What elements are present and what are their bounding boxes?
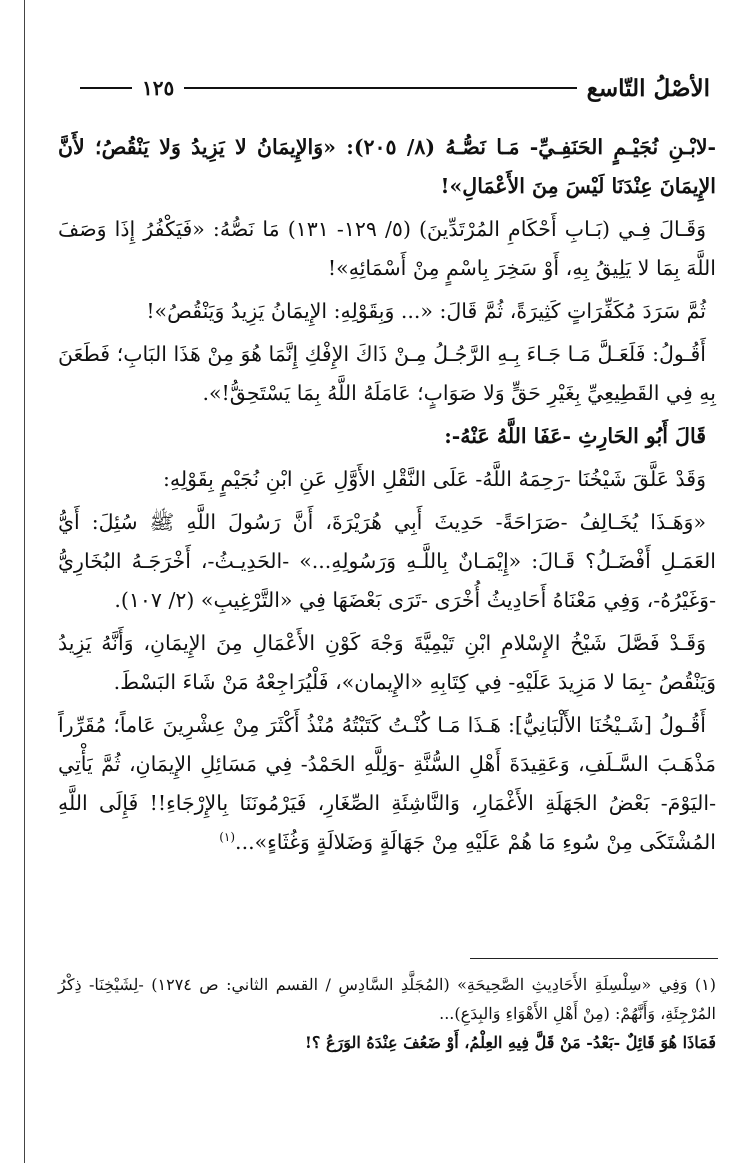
paragraph: «وَهَـذَا يُخَـالِفُ -صَرَاحَةً- حَدِيثَ أَبِي هُرَيْرَةَ، أَنَّ رَسُولَ اللَّهِ ﷺ سُئِلَ: أَيُّ العَمَـلِ أَفْضَـلُ؟ قَـالَ: «إِيْمَـانٌ بِاللَّـهِ وَرَسُولِهِ...» -الحَدِيـثُ-، أَخْرَجَـهُ البُخَارِيُّ -وَغَيْرُهُ-، وَفِي مَعْنَاهُ أَحَادِيثُ أُخْرَى -تَرَى بَعْضَهَا فِي «التَّرْغِيبِ» (٢/ ١٠٧). <box>58 510 716 612</box>
paragraph: -لابْـنِ نُجَيْـمٍ الحَنَفِـيِّ- مَـا نَصُّـهُ (٨/ ٢٠٥): «وَالإِيمَانُ لا يَزِيدُ وَلا يَنْقُصُ؛ لأَنَّ الإِيمَانَ عِنْدَنَا لَيْسَ مِنَ الأَعْمَالِ»! <box>58 135 717 198</box>
footnote-marker: (١) <box>219 830 236 845</box>
footnotes <box>58 970 716 1057</box>
page-number: ١٢٥ <box>142 76 175 100</box>
footnote: (١) وَفِي «سِلْسِلَةِ الأَحَادِيثِ الصَّحِيحَةِ» (المُجَلَّدِ السَّادِسِ / القسم الثاني: ص ١٢٧٤) -لِشَيْخِنَا- ذِكْرُ المُرْجِئَةِ، وَأَنَّهُمْ: (مِنْ أَهْلِ الأَهْوَاءِ وَالبِدَعِ)... <box>58 975 716 1023</box>
paragraph: وَقَدْ عَلَّقَ شَيْخُنَا -رَحِمَهُ اللَّهُ- عَلَى النَّقْلِ الأَوَّلِ عَنِ ابْنِ نُجَيْمٍ بِقَوْلِهِ: <box>163 467 706 491</box>
paragraph: أَقُـولُ: فَلَعَـلَّ مَـا جَـاءَ بِـهِ الرَّجُـلُ مِـنْ ذَاكَ الإِفْكِ إِنَّمَا هُوَ مِنْ هَذَا البَابِ؛ فَطَعَنَ بِهِ فِي القَطِيعِيِّ بِغَيْرِ حَقٍّ وَلا صَوَابٍ؛ عَامَلَهُ اللَّهُ بِمَا يَسْتَحِقُّ!». <box>58 342 716 405</box>
footnote: فَمَاذَا هُوَ قَائِلٌ -بَعْدُ- مَنْ قَلَّ فِيهِ العِلْمُ، أَوْ ضَعُفَ عِنْدَهُ الوَرَعُ ؟! <box>304 1033 716 1052</box>
header-rule <box>184 87 576 89</box>
main-text <box>58 128 716 866</box>
paragraph: وَقَـالَ فِـي (بَـابِ أَحْكَامِ المُرْتَدِّينَ) (٥/ ١٢٩- ١٣١) مَا نَصُّهُ: «فَيَكْفُرُ إِذَا وَصَفَ اللَّهَ بِمَا لا يَلِيقُ بِهِ، أَوْ سَخِرَ بِاسْمٍ مِنْ أَسْمَائِهِ»! <box>58 217 716 280</box>
header-rule-end <box>80 87 132 89</box>
chapter-title: الأصْلُ التّاسع <box>586 74 710 102</box>
section-heading: قَالَ أَبُو الحَارِثِ -عَفَا اللَّهُ عَنْهُ-: <box>444 424 706 448</box>
paragraph-with-footnote <box>58 706 716 862</box>
page-edge-rule <box>24 0 25 1163</box>
paragraph-text: أَقُـولُ [شَـيْخُنَا الأَلْبَانِيُّ]: هَـذَا مَـا كُنْـتُ كَتَبْتُهُ مُنْذُ أَكْثَرَ مِنْ عِشْرِينَ عَاماً؛ مُقَرِّراً مَذْهَـبَ السَّـلَفِ، وَعَقِيدَةَ أَهْلِ السُّنَّةِ -وَلِلَّهِ الحَمْدُ- فِي مَسَائِلِ الإِيمَانِ، ثُمَّ يَأْتِي -اليَوْمَ- بَعْضُ الجَهَلَةِ الأَغْمَارِ، وَالنَّاشِئَةِ الصِّغَارِ، فَيَرْمُونَنَا بِالإِرْجَاءِ!! فَإِلَى اللَّهِ المُشْتَكَى مِنْ سُوءِ مَا هُمْ عَلَيْهِ مِنْ جَهَالَةٍ وَضَلالَةٍ وَغُثَاءٍ»... <box>58 713 716 854</box>
paragraph: ثُمَّ سَرَدَ مُكَفِّرَاتٍ كَثِيرَةً، ثُمَّ قَالَ: «... وَبِقَوْلِهِ: الإِيمَانُ يَزِيدُ وَيَنْقُصُ»! <box>146 299 706 323</box>
footnote-separator <box>470 958 718 959</box>
running-header <box>80 66 710 110</box>
paragraph: وَقَـدْ فَصَّلَ شَيْخُ الإِسْلامِ ابْنِ تَيْمِيَّةَ وَجْهَ كَوْنِ الأَعْمَالِ مِنَ الإِيمَانِ، وَأَنَّهُ يَزِيدُ وَيَنْقُصُ -بِمَا لا مَزِيدَ عَلَيْهِ- فِي كِتَابِهِ «الإِيمان»، فَلْيُرَاجِعْهُ مَنْ شَاءَ البَسْطَ. <box>58 631 716 694</box>
